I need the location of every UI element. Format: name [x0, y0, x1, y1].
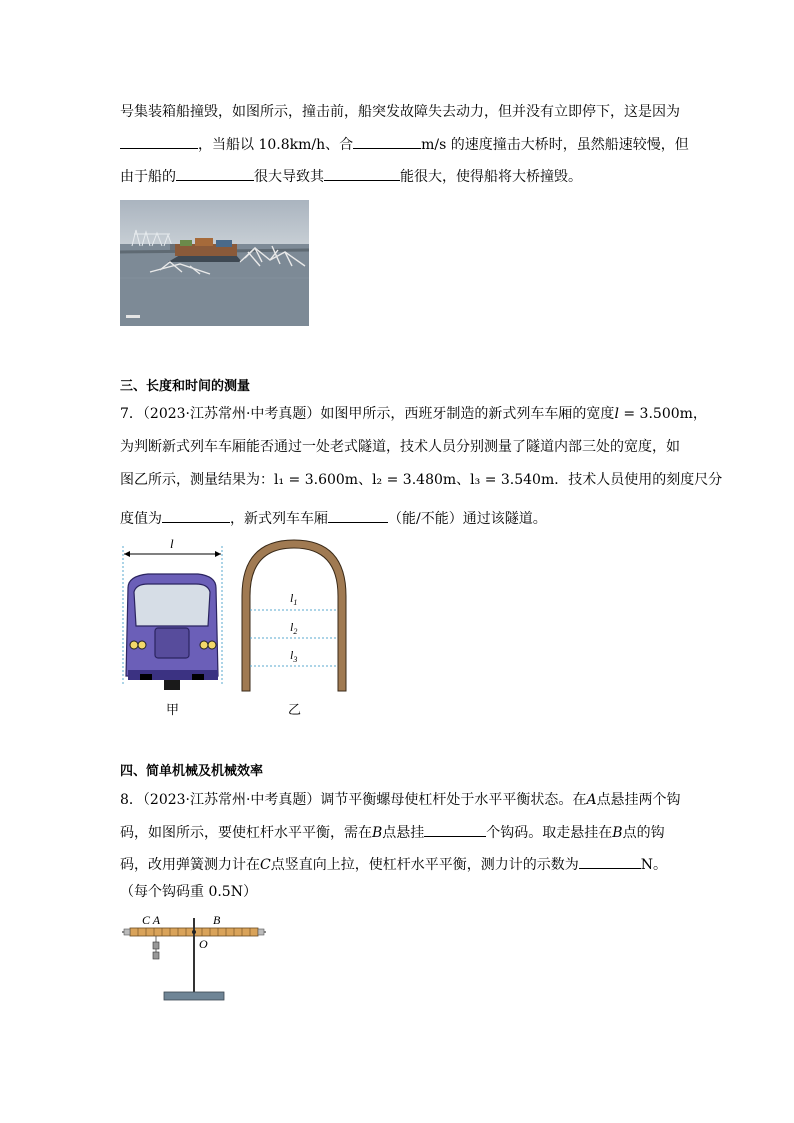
label-jia: 甲	[166, 703, 180, 718]
q8-text-2b: 点悬挂	[382, 825, 425, 841]
q8-line3	[120, 854, 667, 875]
q7-text-4c: （能/不能）通过该隧道。	[388, 511, 547, 527]
answer-blank-reason[interactable]	[120, 134, 198, 149]
q6-line2	[120, 134, 689, 155]
q7-text-1a: 7．（2023·江苏常州·中考真题）如图甲所示，西班牙制造的新式列车车厢的宽度	[120, 406, 615, 422]
q6-text-2b: m/s 的速度撞击大桥时，虽然船速较慢，但	[421, 137, 689, 153]
q7-line1	[120, 404, 707, 424]
answer-blank-force[interactable]	[579, 854, 641, 869]
q8-var-A: A	[586, 792, 597, 808]
tunnel-l1-label: $l_1$	[290, 591, 298, 607]
answer-blank-division[interactable]	[162, 508, 230, 523]
q8-text-2d: 点的钩	[622, 825, 665, 841]
answer-blank-pass[interactable]	[328, 508, 388, 523]
q7-sep2: 、	[456, 472, 471, 488]
q8-text-1a: 8．（2023·江苏常州·中考真题）调节平衡螺母使杠杆处于水平平衡状态。在	[120, 792, 587, 808]
q8-var-C: C	[260, 857, 271, 873]
section-4-title: 四、简单机械及机械效率	[120, 764, 264, 779]
q6-line1	[120, 102, 680, 122]
q8-text-3c: N。	[640, 857, 667, 873]
q7-line3	[120, 470, 722, 490]
answer-blank-hooks[interactable]	[424, 822, 486, 837]
q8-text-2c: 个钩码。取走悬挂在	[486, 825, 613, 841]
q8-line1	[120, 790, 681, 810]
q6-text-3b: 很大导致其	[254, 169, 324, 185]
q6-text-3a: 由于船的	[120, 169, 176, 185]
q6-line3	[120, 166, 582, 187]
q7-text-4a: 度值为	[120, 511, 162, 527]
q6-text-1: 号集装箱船撞毁，如图所示，撞击前，船突发故障失去动力，但并没有立即停下，这是因为	[120, 104, 680, 120]
answer-blank-energy[interactable]	[324, 166, 400, 181]
q8-text-3a: 码，改用弹簧测力计在	[120, 857, 260, 873]
q7-text-3a: 图乙所示，测量结果为：	[120, 472, 274, 488]
q7-text-3b: ．技术人员使用的刻度尺分	[554, 472, 723, 488]
train-tunnel-figure	[118, 536, 358, 722]
answer-blank-speed[interactable]	[353, 134, 421, 149]
tunnel-arch	[242, 540, 346, 691]
q8-text-1b: 点悬挂两个钩	[596, 792, 681, 808]
q8-text-2a: 码，如图所示，要使杠杆水平平衡，需在	[120, 825, 372, 841]
q8-var-B: B	[372, 825, 383, 841]
lever-label-B: B	[213, 913, 221, 927]
q6-text-2a: ，当船以 10.8km/h、合	[198, 137, 354, 153]
q7-text-1b: = 3.500m，	[618, 406, 707, 422]
q6-text-3c: 能很大，使得船将大桥撞毁。	[400, 169, 582, 185]
section-3-title: 三、长度和时间的测量	[120, 379, 251, 394]
q7-text-4b: ，新式列车车厢	[230, 511, 328, 527]
train-width-label: l	[170, 536, 174, 551]
q7-l3: l₃ = 3.540m	[470, 472, 555, 488]
q7-line4	[120, 508, 547, 529]
label-yi: 乙	[288, 703, 302, 718]
q7-line2	[120, 437, 680, 457]
lever-label-CA: C A	[142, 913, 161, 927]
q7-l1: l₁ = 3.600m	[274, 472, 359, 488]
ship-bridge-photo	[120, 200, 309, 326]
lever-label-O: O	[199, 937, 208, 951]
q8-text-3b: 点竖直向上拉，使杠杆水平平衡，测力计的示数为	[270, 857, 579, 873]
answer-blank-quantity[interactable]	[176, 166, 254, 181]
q7-sep1: 、	[358, 472, 373, 488]
q8-text-4: （每个钩码重 0.5N）	[120, 884, 257, 900]
q7-text-2: 为判断新式列车车厢能否通过一处老式隧道，技术人员分别测量了隧道内部三处的宽度，如	[120, 439, 680, 455]
tunnel-l3-label: $l_3$	[290, 648, 298, 664]
tunnel-l2-label: $l_2$	[290, 620, 298, 636]
hook-weights	[153, 936, 159, 959]
q8-line4	[120, 882, 257, 902]
q8-var-B2: B	[612, 825, 623, 841]
q8-line2	[120, 822, 665, 843]
q7-var-l: l	[614, 406, 619, 422]
q7-l2: l₂ = 3.480m	[372, 472, 457, 488]
lever-figure	[118, 910, 278, 1006]
train-front	[126, 574, 218, 690]
